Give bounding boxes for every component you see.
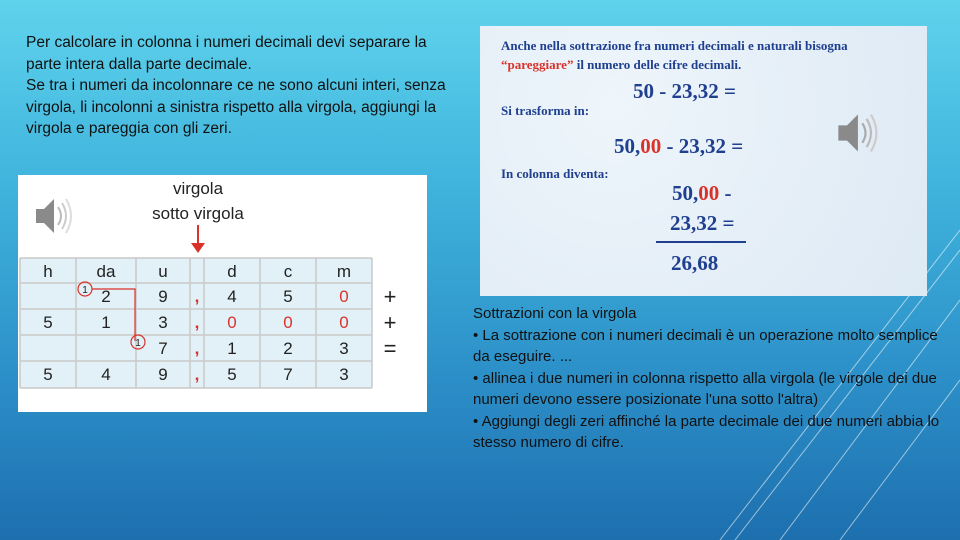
table-cell: 0 xyxy=(283,313,293,332)
rule-bullet-3: • Aggiungi degli zeri affinché la parte decimale dei due numeri abbia lo stesso numero di cifre. xyxy=(473,412,940,451)
table-cell: 1 xyxy=(101,313,111,332)
carry-digit-1: 1 xyxy=(82,285,88,296)
table-header: d xyxy=(227,262,237,281)
decimal-comma: , xyxy=(194,313,200,332)
table-cell: 3 xyxy=(339,339,349,358)
operators xyxy=(384,284,397,361)
table-header: c xyxy=(283,262,293,281)
table-cell: 1 xyxy=(227,339,237,358)
rules-title: Sottrazioni con la virgola xyxy=(473,305,637,322)
carry-digit-2: 1 xyxy=(135,338,141,349)
table-cell: 2 xyxy=(283,339,293,358)
operator-sign: + xyxy=(383,284,397,309)
result-line xyxy=(656,241,746,243)
example-line-2: “pareggiare” il numero delle cifre decimali. xyxy=(501,57,742,72)
table-cell: 0 xyxy=(339,287,349,306)
table-header: h xyxy=(43,262,53,281)
label-trasforma: Si trasforma in: xyxy=(501,103,590,118)
column-result: 26,68 xyxy=(671,251,719,275)
table-cell: 0 xyxy=(227,313,237,332)
intro-text xyxy=(26,32,446,140)
speaker-icon[interactable] xyxy=(32,193,78,239)
subtraction-example-figure xyxy=(480,26,927,296)
column-row-1: 50,00 - xyxy=(672,181,732,205)
table-cell: 4 xyxy=(227,287,237,306)
table-header: m xyxy=(336,262,352,281)
decimal-comma: , xyxy=(194,339,200,358)
decimal-comma: , xyxy=(194,365,200,384)
table-header: da xyxy=(96,262,116,281)
expression-transformed: 50,00 - 23,32 = xyxy=(614,134,744,158)
table-cell: 4 xyxy=(101,365,111,384)
rule-bullet-1: • La sottrazione con i numeri decimali è un operazione molto semplice da eseguire. ... xyxy=(473,326,938,365)
table-header: u xyxy=(158,262,168,281)
table-cell: 5 xyxy=(227,365,237,384)
label-colonna: In colonna diventa: xyxy=(501,166,609,181)
example-line-1: Anche nella sottrazione fra numeri decimali e naturali bisogna xyxy=(501,38,848,53)
table-cell: 5 xyxy=(283,287,293,306)
table-cell: 5 xyxy=(43,313,53,332)
label-sotto-virgola: sotto virgola xyxy=(152,204,244,223)
table-cell: 2 xyxy=(101,287,111,306)
expression-original: 50 - 23,32 = xyxy=(633,79,736,103)
table-cell: 9 xyxy=(158,287,168,306)
subtraction-rules-text xyxy=(473,303,943,454)
label-virgola: virgola xyxy=(172,179,224,198)
table-cell: 5 xyxy=(43,365,53,384)
column-table-svg xyxy=(18,175,427,412)
operator-sign: + xyxy=(383,310,397,335)
rule-bullet-2: • allinea i due numeri in colonna rispetto alla virgola (le virgole dei due numeri devono essere posizionate l'una sotto l'altra) xyxy=(473,369,937,408)
column-row-2: 23,32 = xyxy=(670,211,735,235)
table-cell: 0 xyxy=(339,313,349,332)
table-cell: 3 xyxy=(339,365,349,384)
intro-paragraph-2: Se tra i numeri da incolonnare ce ne sono alcuni interi, senza virgola, li incolonni a sinistra rispetto alla virgola, aggiungi la virgola e pareggia con gli zeri. xyxy=(26,77,446,137)
arrow-head xyxy=(191,243,205,253)
table-cell: 7 xyxy=(283,365,293,384)
speaker-icon[interactable] xyxy=(834,108,884,158)
operator-sign: = xyxy=(383,336,397,361)
table-cell: 3 xyxy=(158,313,168,332)
column-table-figure xyxy=(18,175,427,412)
decimal-comma: , xyxy=(194,287,200,306)
table-cell: 7 xyxy=(158,339,168,358)
table-cell: 9 xyxy=(158,365,168,384)
intro-paragraph-1: Per calcolare in colonna i numeri decimali devi separare la parte intera dalla parte decimale. xyxy=(26,34,427,73)
